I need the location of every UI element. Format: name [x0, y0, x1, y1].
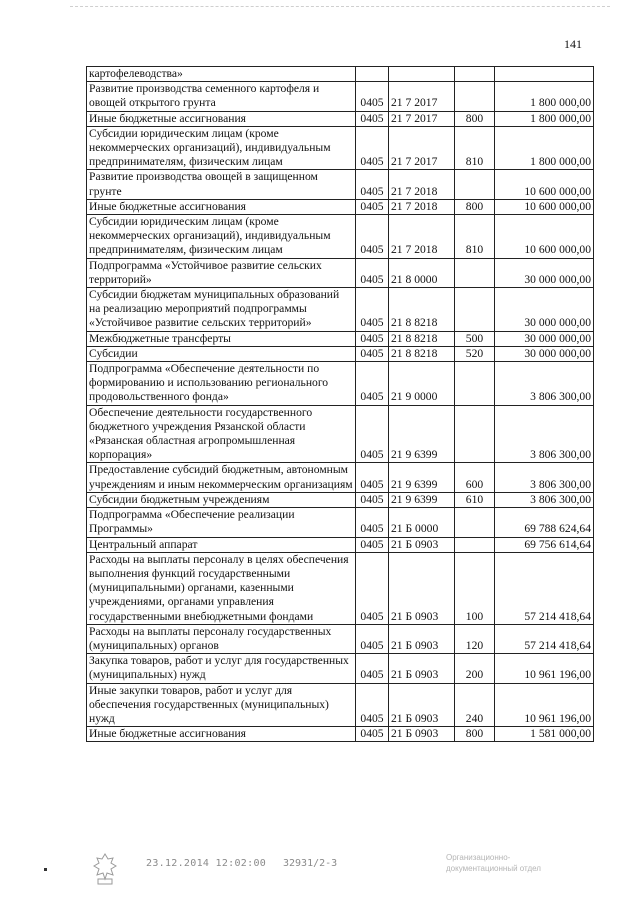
cell-expense-type: 520 [455, 346, 495, 361]
cell-expense-type: 600 [455, 463, 495, 492]
cell-target-article: 21 7 2018 [389, 170, 455, 199]
cell-section: 0405 [356, 492, 389, 507]
cell-target-article: 21 Б 0000 [389, 508, 455, 537]
cell-section: 0405 [356, 82, 389, 111]
cell-name: Развитие производства овощей в защищенном грунте [87, 170, 356, 199]
table-row [87, 331, 594, 346]
table-row [87, 508, 594, 537]
cell-target-article: 21 Б 0903 [389, 537, 455, 552]
table-row [87, 683, 594, 727]
cell-name: Субсидии бюджетным учреждениям [87, 492, 356, 507]
cell-name: Предоставление субсидий бюджетным, автономным учреждениям и иным некоммерческим организациям [87, 463, 356, 492]
cell-section: 0405 [356, 111, 389, 126]
cell-target-article [389, 67, 455, 82]
cell-name: Иные бюджетные ассигнования [87, 199, 356, 214]
cell-section: 0405 [356, 331, 389, 346]
cell-target-article: 21 Б 0903 [389, 683, 455, 727]
cell-name: Иные бюджетные ассигнования [87, 727, 356, 742]
cell-section: 0405 [356, 624, 389, 653]
cell-amount: 1 581 000,00 [495, 727, 594, 742]
cell-target-article: 21 Б 0903 [389, 624, 455, 653]
cell-amount: 3 806 300,00 [495, 463, 594, 492]
footer-registration-number: 32931/2-3 [283, 858, 338, 869]
cell-expense-type [455, 258, 495, 287]
cell-target-article: 21 9 6399 [389, 405, 455, 463]
budget-table [86, 66, 594, 742]
cell-target-article: 21 7 2018 [389, 215, 455, 259]
cell-amount: 30 000 000,00 [495, 331, 594, 346]
cell-amount: 1 800 000,00 [495, 82, 594, 111]
cell-target-article: 21 7 2017 [389, 82, 455, 111]
cell-section: 0405 [356, 727, 389, 742]
cell-section: 0405 [356, 346, 389, 361]
cell-target-article: 21 7 2017 [389, 126, 455, 170]
table-row [87, 654, 594, 683]
cell-section: 0405 [356, 405, 389, 463]
cell-name: Расходы на выплаты персоналу государственных (муниципальных) органов [87, 624, 356, 653]
cell-amount: 30 000 000,00 [495, 346, 594, 361]
cell-amount: 30 000 000,00 [495, 288, 594, 332]
cell-amount: 57 214 418,64 [495, 624, 594, 653]
cell-name: Подпрограмма «Устойчивое развитие сельских территорий» [87, 258, 356, 287]
cell-amount: 10 600 000,00 [495, 215, 594, 259]
table-row [87, 67, 594, 82]
table-row [87, 82, 594, 111]
cell-section: 0405 [356, 170, 389, 199]
table-row [87, 170, 594, 199]
cell-section: 0405 [356, 654, 389, 683]
cell-expense-type: 800 [455, 199, 495, 214]
cell-target-article: 21 8 8218 [389, 346, 455, 361]
cell-amount: 1 800 000,00 [495, 111, 594, 126]
table-row [87, 126, 594, 170]
page-number: 141 [564, 37, 582, 51]
cell-section: 0405 [356, 215, 389, 259]
cell-name: Закупка товаров, работ и услуг для государственных (муниципальных) нужд [87, 654, 356, 683]
cell-expense-type: 810 [455, 215, 495, 259]
cell-amount [495, 67, 594, 82]
cell-name: Межбюджетные трансферты [87, 331, 356, 346]
scan-edge-line [70, 6, 610, 8]
cell-name: Субсидии юридическим лицам (кроме некоммерческих организаций), индивидуальным предпринимателям, физическим лицам [87, 215, 356, 259]
cell-amount: 10 961 196,00 [495, 683, 594, 727]
cell-target-article: 21 8 0000 [389, 258, 455, 287]
table-row [87, 624, 594, 653]
cell-name: Подпрограмма «Обеспечение реализации Программы» [87, 508, 356, 537]
cell-name: Субсидии юридическим лицам (кроме некоммерческих организаций), индивидуальным предпринимателям, физическим лицам [87, 126, 356, 170]
table-row [87, 405, 594, 463]
cell-target-article: 21 7 2017 [389, 111, 455, 126]
cell-expense-type [455, 288, 495, 332]
cell-name: Расходы на выплаты персоналу в целях обеспечения выполнения функций государственными (муниципальными) органами, казенными учреждениями, органами управления государственными внебюджетными фондами [87, 552, 356, 624]
table-row [87, 288, 594, 332]
table-row [87, 215, 594, 259]
cell-section: 0405 [356, 463, 389, 492]
cell-expense-type [455, 405, 495, 463]
cell-amount: 10 961 196,00 [495, 654, 594, 683]
cell-name: Субсидии [87, 346, 356, 361]
cell-amount: 30 000 000,00 [495, 258, 594, 287]
cell-amount: 69 756 614,64 [495, 537, 594, 552]
cell-expense-type [455, 170, 495, 199]
cell-expense-type: 800 [455, 727, 495, 742]
cell-target-article: 21 Б 0903 [389, 654, 455, 683]
cell-name: Центральный аппарат [87, 537, 356, 552]
cell-expense-type: 810 [455, 126, 495, 170]
budget-table-body [87, 67, 594, 742]
cell-name: Субсидии бюджетам муниципальных образований на реализацию мероприятий подпрограммы «Устойчивое развитие сельских территорий» [87, 288, 356, 332]
cell-expense-type: 500 [455, 331, 495, 346]
cell-amount: 69 788 624,64 [495, 508, 594, 537]
cell-target-article: 21 7 2018 [389, 199, 455, 214]
table-row [87, 537, 594, 552]
table-row [87, 258, 594, 287]
cell-target-article: 21 9 6399 [389, 463, 455, 492]
footer-department-line-1: Организационно- [446, 853, 511, 862]
cell-target-article: 21 8 8218 [389, 288, 455, 332]
cell-expense-type: 120 [455, 624, 495, 653]
cell-expense-type: 240 [455, 683, 495, 727]
cell-expense-type [455, 67, 495, 82]
cell-expense-type: 800 [455, 111, 495, 126]
cell-expense-type [455, 508, 495, 537]
table-row [87, 463, 594, 492]
cell-amount: 1 800 000,00 [495, 126, 594, 170]
table-row [87, 346, 594, 361]
table-row [87, 492, 594, 507]
cell-name: Обеспечение деятельности государственного бюджетного учреждения Рязанской области «Рязанская областная агропромышленная корпорация» [87, 405, 356, 463]
cell-section: 0405 [356, 199, 389, 214]
cell-expense-type: 100 [455, 552, 495, 624]
footer-department-line-2: документационный отдел [446, 864, 541, 873]
cell-expense-type [455, 537, 495, 552]
cell-amount: 3 806 300,00 [495, 492, 594, 507]
cell-section: 0405 [356, 508, 389, 537]
cell-expense-type [455, 82, 495, 111]
cell-name: Иные закупки товаров, работ и услуг для обеспечения государственных (муниципальных) нужд [87, 683, 356, 727]
table-row [87, 552, 594, 624]
cell-amount: 3 806 300,00 [495, 362, 594, 406]
cell-expense-type [455, 362, 495, 406]
cell-target-article: 21 Б 0903 [389, 552, 455, 624]
cell-section: 0405 [356, 683, 389, 727]
cell-amount: 10 600 000,00 [495, 199, 594, 214]
cell-section: 0405 [356, 258, 389, 287]
table-row [87, 199, 594, 214]
cell-target-article: 21 Б 0903 [389, 727, 455, 742]
cell-name: картофелеводства» [87, 67, 356, 82]
cell-section: 0405 [356, 126, 389, 170]
cell-section: 0405 [356, 552, 389, 624]
cell-target-article: 21 9 0000 [389, 362, 455, 406]
cell-section: 0405 [356, 288, 389, 332]
cell-expense-type: 200 [455, 654, 495, 683]
cell-expense-type: 610 [455, 492, 495, 507]
cell-amount: 10 600 000,00 [495, 170, 594, 199]
table-row [87, 727, 594, 742]
scan-mark [44, 868, 47, 871]
coat-of-arms-stamp-icon [92, 852, 118, 886]
cell-target-article: 21 9 6399 [389, 492, 455, 507]
cell-amount: 57 214 418,64 [495, 552, 594, 624]
cell-name: Развитие производства семенного картофеля и овощей открытого грунта [87, 82, 356, 111]
cell-target-article: 21 8 8218 [389, 331, 455, 346]
cell-amount: 3 806 300,00 [495, 405, 594, 463]
table-row [87, 362, 594, 406]
table-row [87, 111, 594, 126]
cell-section [356, 67, 389, 82]
footer-department [446, 852, 541, 874]
cell-section: 0405 [356, 537, 389, 552]
footer-timestamp: 23.12.2014 12:02:00 [146, 858, 267, 869]
cell-section: 0405 [356, 362, 389, 406]
cell-name: Иные бюджетные ассигнования [87, 111, 356, 126]
cell-name: Подпрограмма «Обеспечение деятельности по формированию и использованию регионального продовольственного фонда» [87, 362, 356, 406]
